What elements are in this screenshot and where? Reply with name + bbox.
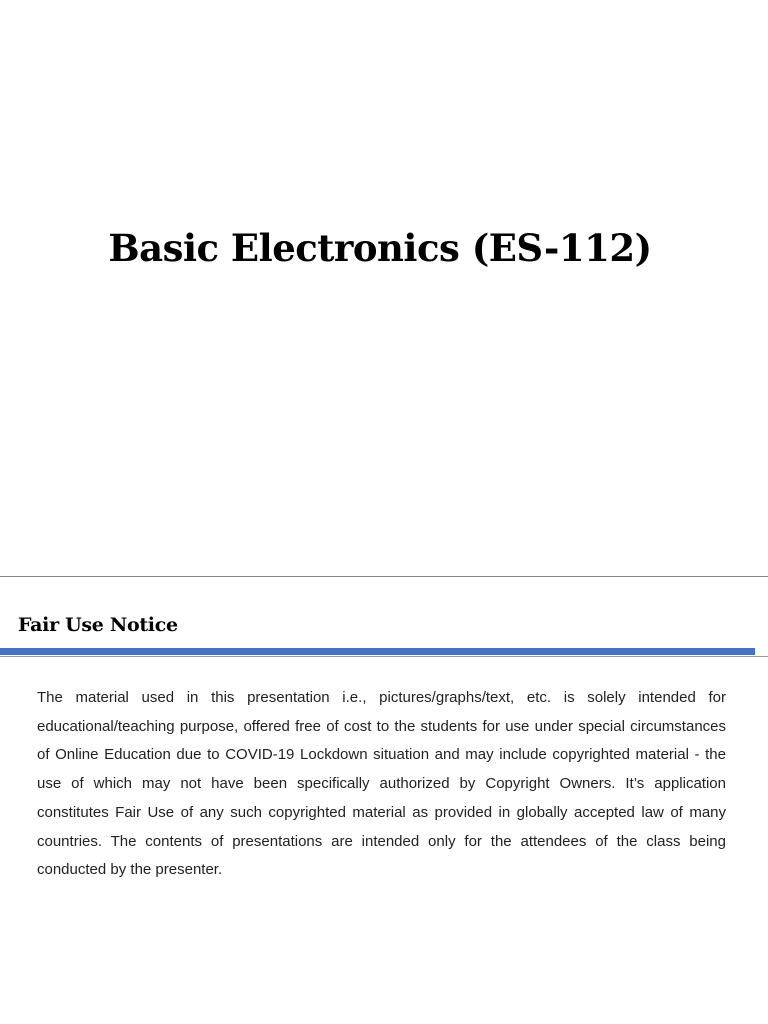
rule-underline [0, 656, 768, 657]
slide-divider [0, 576, 768, 577]
accent-rule [0, 648, 755, 655]
page-title: Basic Electronics (ES-112) [108, 226, 652, 270]
fair-use-heading: Fair Use Notice [18, 614, 178, 636]
fair-use-body: The material used in this presentation i.e., pictures/graphs/text, etc. is solely intended for educational/teaching purpose, offered free of cost to the students for use under special circumstances of Online Education due to COVID-19 Lockdown situation and may include copyrighted material - the use of which may not have been specifically authorized by Copyright Owners. It’s application constitutes Fair Use of any such copyrighted material as provided in globally accepted law of many countries. The contents of presentations are intended only for the attendees of the class being conducted by the presenter. [37, 689, 726, 879]
